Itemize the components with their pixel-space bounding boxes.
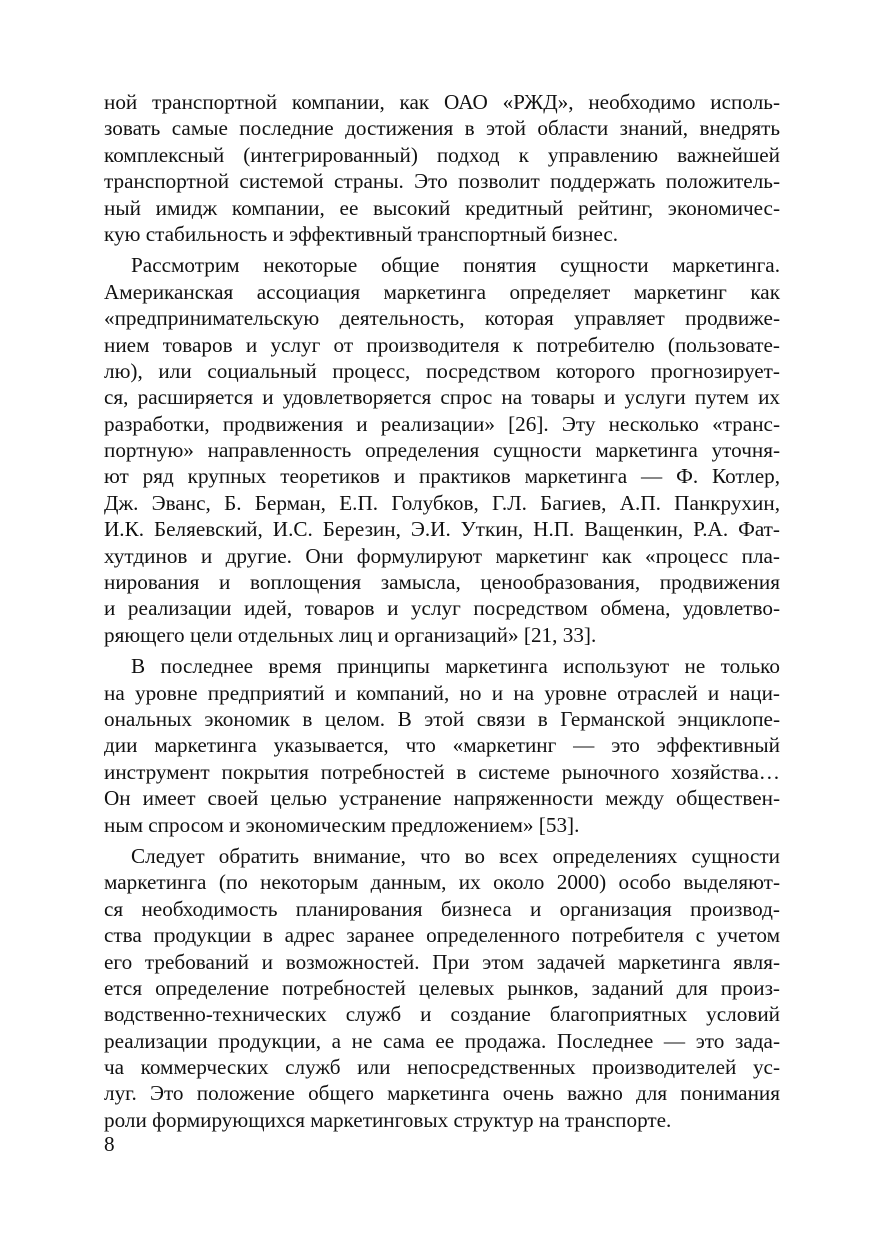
page-number: 8 (104, 1132, 115, 1156)
text-line: маркетинга (по некоторым данным, их около 2000) особо выделяют- (104, 870, 780, 895)
text-line: ча коммерческих служб или непосредственных производителей ус- (104, 1055, 780, 1080)
text-line: Дж. Эванс, Б. Берман, Е.П. Голубков, Г.Л. Багиев, А.П. Панкрухин, (104, 490, 780, 515)
text-line: ся, расширяется и удовлетворяется спрос на товары и услуги путем их (104, 385, 780, 410)
text-line: ся необходимость планирования бизнеса и организация производ- (104, 896, 780, 921)
text-line: лю), или социальный процесс, посредством которого прогнозирует- (104, 358, 780, 383)
text-line: комплексный (интегрированный) подход к управлению важнейшей (104, 142, 780, 167)
text-line: ный имидж компании, ее высокий кредитный рейтинг, экономичес- (104, 195, 780, 220)
paragraph-3 (104, 653, 780, 838)
text-line: Американская ассоциация маркетинга определяет маркетинг как (104, 279, 780, 304)
text-line: кую стабильность и эффективный транспортный бизнес. (104, 221, 619, 246)
text-line: В последнее время принципы маркетинга используют не только (131, 654, 780, 679)
paragraph-2 (104, 252, 780, 648)
text-line: его требований и возможностей. При этом задачей маркетинга явля- (104, 949, 780, 974)
text-line: портную» направленность определения сущности маркетинга уточня- (104, 438, 780, 463)
paragraph-4 (104, 843, 780, 1133)
text-line: нием товаров и услуг от производителя к потребителю (пользовате- (104, 332, 780, 357)
text-line: ряющего цели отдельных лиц и организаций» [21, 33]. (104, 622, 597, 647)
text-line: хутдинов и другие. Они формулируют маркетинг как «процесс пла- (104, 543, 780, 568)
text-line: водственно-технических служб и создание благоприятных условий (104, 1002, 780, 1027)
body-text (104, 89, 780, 1133)
text-line: И.К. Беляевский, И.С. Березин, Э.И. Уткин, Н.П. Ващенкин, Р.А. Фат- (104, 517, 780, 542)
text-line: транспортной системой страны. Это позволит поддержать положитель- (104, 169, 780, 194)
text-line: разработки, продвижения и реализации» [26]. Эту несколько «транс- (104, 411, 780, 436)
text-line: «предпринимательскую деятельность, которая управляет продвиже- (104, 306, 780, 331)
text-line: на уровне предприятий и компаний, но и на уровне отраслей и наци- (104, 680, 780, 705)
text-line: ют ряд крупных теоретиков и практиков маркетинга — Ф. Котлер, (104, 464, 780, 489)
text-line: ной транспортной компании, как ОАО «РЖД», необходимо исполь- (104, 90, 780, 114)
text-line: дии маркетинга указывается, что «маркетинг — это эффективный (104, 733, 780, 758)
text-line: ется определение потребностей целевых рынков, заданий для произ- (104, 975, 780, 1000)
text-line: луг. Это положение общего маркетинга очень важно для понимания (104, 1081, 780, 1106)
text-line: нирования и воплощения замысла, ценообразования, продвижения (104, 570, 780, 595)
text-line: зовать самые последние достижения в этой области знаний, внедрять (104, 116, 780, 141)
text-line: реализации продукции, а не сама ее продажа. Последнее — это зада- (104, 1028, 780, 1053)
text-line: и реализации идей, товаров и услуг посредством обмена, удовлетво- (104, 596, 780, 621)
text-line: инструмент покрытия потребностей в системе рыночного хозяйства… (104, 759, 780, 784)
text-line: Рассмотрим некоторые общие понятия сущности маркетинга. (131, 253, 780, 278)
text-line: ства продукции в адрес заранее определенного потребителя с учетом (104, 923, 780, 948)
paragraph-1 (104, 89, 780, 247)
text-line: ональных экономик в целом. В этой связи в Германской энциклопе- (104, 706, 780, 731)
text-line: Он имеет своей целью устранение напряженности между обществен- (104, 786, 780, 811)
text-line: Следует обратить внимание, что во всех определениях сущности (131, 843, 780, 868)
text-line: ным спросом и экономическим предложением» [53]. (104, 812, 580, 837)
text-line: роли формирующихся маркетинговых структур на транспорте. (104, 1107, 672, 1132)
